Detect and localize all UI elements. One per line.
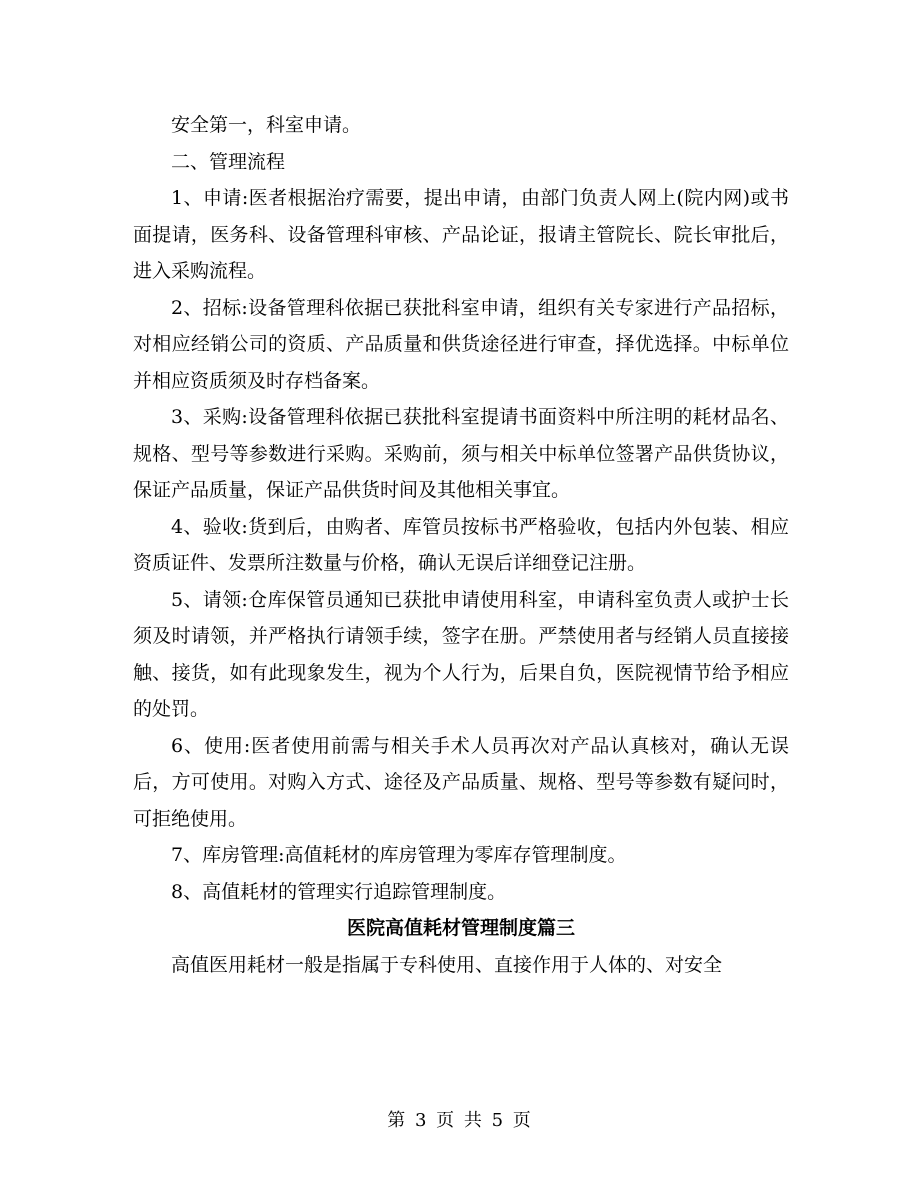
page-footer: 第 3 页 共 5 页	[387, 1110, 533, 1131]
section-title-management-process: 二、管理流程	[171, 150, 286, 173]
paragraph-intro: 安全第一，科室申请。	[171, 114, 362, 136]
paragraph-step-tracking: 8、高值耗材的管理实行追踪管理制度。	[171, 880, 507, 903]
section-heading: 医院高值耗材管理制度篇三	[346, 917, 575, 939]
paragraph-step-apply: 1、申请:医者根据治疗需要，提出申请，由部门负责人网上(院内网)或书面提请，医务科、设备管理科审核、产品论证，报请主管院长、院长审批后，进入采购流程。	[133, 187, 789, 282]
paragraph-step-warehouse: 7、库房管理:高值耗材的库房管理为零库存管理制度。	[171, 844, 627, 866]
paragraph-section-three-start: 高值医用耗材一般是指属于专科使用、直接作用于人体的、对安全	[171, 953, 723, 976]
paragraph-step-bidding: 2、招标:设备管理科依据已获批科室申请，组织有关专家进行产品招标，对相应经销公司的资质、产品质量和供货途径进行审查，择优选择。中标单位并相应资质须及时存档备案。	[133, 296, 789, 392]
paragraph-step-usage: 6、使用:医者使用前需与相关手术人员再次对产品认真核对，确认无误后，方可使用。对购入方式、途径及产品质量、规格、型号等参数有疑问时，可拒绝使用。	[133, 734, 789, 830]
paragraph-step-purchase: 3、采购:设备管理科依据已获批科室提请书面资料中所注明的耗材品名、规格、型号等参数进行采购。采购前，须与相关中标单位签署产品供货协议，保证产品质量，保证产品供货时间及其他相关事宜。	[133, 406, 789, 501]
document-body	[133, 107, 789, 983]
paragraph-step-requisition: 5、请领:仓库保管员通知已获批申请使用科室，申请科室负责人或护士长须及时请领，并严格执行请领手续，签字在册。严禁使用者与经销人员直接接触、接货，如有此现象发生，视为个人行为，后果自负，医院视情节给予相应的处罚。	[133, 588, 789, 720]
paragraph-step-acceptance: 4、验收:货到后，由购者、库管员按标书严格验收，包括内外包装、相应资质证件、发票所注数量与价格，确认无误后详细登记注册。	[133, 515, 789, 574]
